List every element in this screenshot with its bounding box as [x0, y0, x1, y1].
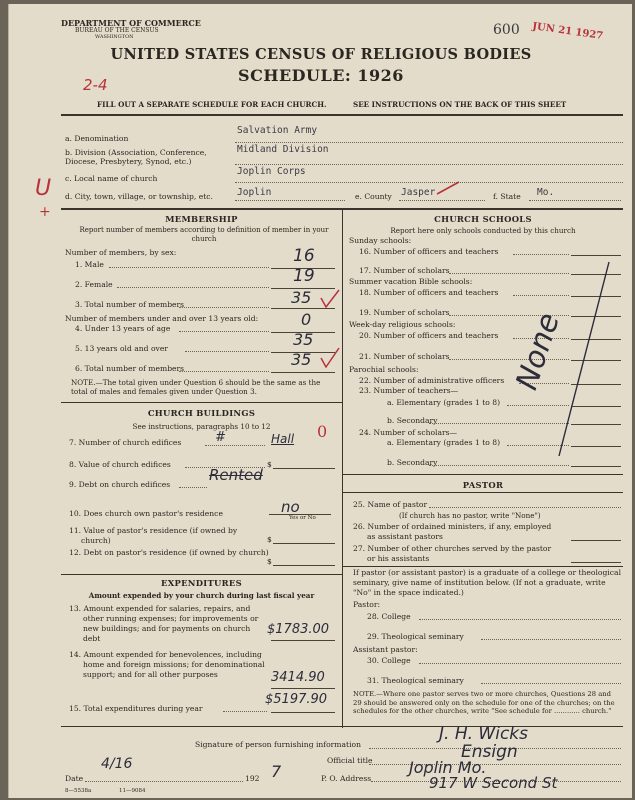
q13-running-expenses-label: 13. Amount expended for salaries, repairs, and other running expenses; for improvements or new buildings; and for payments on church debt — [69, 604, 259, 643]
county-check-icon — [435, 180, 461, 198]
q8-value-label: 8. Value of church edifices — [69, 460, 171, 469]
q5-dots — [185, 351, 269, 352]
q24-label: 24. Number of scholars— — [359, 428, 458, 437]
buildings-title: CHURCH BUILDINGS — [147, 408, 256, 418]
q1-dots — [109, 267, 269, 268]
official-title-line — [369, 764, 621, 765]
received-date-stamp: JUN 21 1927 — [531, 21, 604, 42]
official-title-label: Official title — [327, 756, 373, 765]
q24b-label: b. Secondary — [387, 458, 438, 467]
q15-answer-line — [271, 712, 335, 713]
q7-edifices-value: Hall — [271, 432, 295, 446]
instruction-left: FILL OUT A SEPARATE SCHEDULE FOR EACH CHURCH. — [97, 100, 327, 109]
membership-intro: Report number of members according to definition of member in your church — [79, 226, 329, 243]
year-value: 7 — [271, 762, 282, 781]
q24b-answer-line — [571, 466, 621, 467]
buildings-intro: See instructions, paragraphs 10 to 12 — [132, 422, 271, 431]
q8-value: $ — [267, 460, 272, 469]
form-number-2: 11—9084 — [119, 788, 146, 794]
department-name: DEPARTMENT OF COMMERCE — [61, 18, 201, 28]
q12-answer-line — [273, 565, 335, 566]
q28-label: 28. College — [367, 612, 411, 621]
q13-running-expenses-value: $1783.00 — [267, 622, 330, 637]
q6-answer-line — [271, 372, 335, 373]
church-name-line — [235, 182, 623, 183]
assistant-pastor-sublabel: Assistant pastor: — [353, 645, 418, 654]
q22-label: 22. Number of administrative officers — [359, 376, 505, 385]
q28-dots — [419, 619, 621, 620]
po-address-line1: Joplin Mo. — [409, 758, 487, 777]
schools-intro: Report here only schools conducted by this church — [390, 226, 576, 235]
expenditures-intro: Amount expended by your church during last fiscal year — [88, 591, 315, 600]
college-rule — [343, 566, 623, 567]
q14-benevolences-value: 3414.90 — [271, 670, 325, 685]
q21-label: 21. Number of scholars — [359, 352, 450, 361]
pastor-rule — [343, 474, 623, 475]
q24b-dots — [429, 465, 569, 466]
q29-label: 29. Theological seminary — [367, 632, 464, 641]
membership-by-age: Number of members under and over 13 years old: — [65, 314, 259, 323]
q26-label: 26. Number of ordained ministers, if any, employed as assistant pastors — [353, 522, 552, 541]
q12-value: $ — [267, 557, 272, 566]
state-label: f. State — [493, 192, 521, 201]
schedule-year: SCHEDULE: 1926 — [238, 66, 404, 85]
q25-label: 25. Name of pastor — [353, 500, 428, 509]
summer-schools-heading: Summer vacation Bible schools: — [349, 277, 473, 286]
q24a-label: a. Elementary (grades 1 to 8) — [387, 438, 501, 447]
q2-female-value: 19 — [293, 266, 315, 286]
parochial-schools-heading: Parochial schools: — [349, 365, 419, 374]
weekday-schools-heading: Week-day religious schools: — [349, 320, 456, 329]
pastor-title: PASTOR — [462, 480, 504, 490]
q16-dots — [513, 254, 569, 255]
q1-male-label: 1. Male — [75, 260, 104, 269]
q11-answer-line — [273, 543, 335, 544]
q3-check-icon — [319, 288, 341, 310]
membership-by-sex: Number of members, by sex: — [65, 248, 177, 257]
county-line — [399, 200, 485, 201]
date-value: 4/16 — [101, 756, 133, 772]
q23b-label: b. Secondary — [387, 416, 438, 425]
city-label: d. City, town, village, or township, etc. — [65, 192, 213, 201]
county-label: e. County — [355, 192, 392, 201]
q6-total-value: 35 — [291, 350, 312, 369]
margin-code-mark: 2-4 — [83, 76, 108, 94]
instruction-right: SEE INSTRUCTIONS ON THE BACK OF THIS SHEET — [353, 100, 567, 109]
division-line — [235, 164, 623, 165]
q4-dots — [179, 331, 269, 332]
denomination-label: a. Denomination — [65, 134, 129, 143]
membership-note: NOTE.—The total given under Question 6 should be the same as the total of males and females given under Question 3. — [71, 378, 321, 396]
q5-over13-label: 5. 13 years old and over — [75, 344, 168, 353]
schedule-number: 600 — [493, 22, 520, 38]
q14-answer-line — [271, 688, 335, 689]
q25-hint: (If church has no pastor, write "None") — [399, 511, 541, 520]
q7-red-mark: 0 — [317, 422, 328, 441]
q14-benevolences-label: 14. Amount expended for benevolences, including home and foreign missions; for denominational support; and for all other purposes — [69, 650, 265, 679]
q15-total-label: 15. Total expenditures during year — [69, 704, 203, 713]
buildings-rule — [61, 402, 342, 403]
grid-divider-vertical — [342, 208, 343, 728]
city-value: Joplin — [237, 187, 272, 198]
q27-answer-line — [571, 562, 621, 563]
q29-dots — [481, 639, 621, 640]
form-number: 8—5538a — [65, 788, 92, 794]
division-label: b. Division (Association, Conference, Diocese, Presbytery, Synod, etc.) — [65, 148, 207, 166]
q13-answer-line — [271, 640, 335, 641]
q10-residence-value: no — [281, 498, 300, 516]
church-name-label: c. Local name of church — [65, 174, 158, 183]
college-note: If pastor (or assistant pastor) is a graduate of a college or theological seminary, give name of institution below. (If not a graduate, write "No" in the space indicated.) — [353, 568, 621, 597]
q7-edifices-label: 7. Number of church edifices — [69, 438, 182, 447]
po-address-label: P. O. Address — [321, 774, 372, 783]
q9-debt-label: 9. Debt on church edifices — [69, 480, 171, 489]
q25-dots — [429, 507, 621, 508]
q30-dots — [419, 663, 621, 664]
q20-label: 20. Number of officers and teachers — [359, 331, 499, 340]
margin-u-mark: U — [35, 176, 52, 201]
header-rule — [61, 114, 623, 116]
pastor-note: NOTE.—Where one pastor serves two or more churches, Questions 28 and 29 should be answered only on the schedule for one of the churches; on the schedules for the other churches, write "See schedule for ............ church." — [353, 690, 615, 715]
q3-dots — [179, 307, 269, 308]
q4-under13-label: 4. Under 13 years of age — [75, 324, 171, 333]
form-title: UNITED STATES CENSUS OF RELIGIOUS BODIES — [110, 46, 532, 63]
q15-total-value: $5197.90 — [265, 692, 328, 707]
expenditures-title: EXPENDITURES — [161, 578, 242, 588]
q16-label: 16. Number of officers and teachers — [359, 247, 499, 256]
membership-title: MEMBERSHIP — [165, 214, 238, 224]
q19-label: 19. Number of scholars — [359, 308, 450, 317]
q16-answer-line — [571, 255, 621, 256]
q11-residence-value-label: 11. Value of pastor's residence (if owned by church) — [69, 526, 238, 545]
q6-dots — [179, 371, 269, 372]
census-schedule-sheet — [8, 4, 632, 798]
date-line — [85, 781, 243, 782]
q17-label: 17. Number of scholars — [359, 266, 450, 275]
q23-label: 23. Number of teachers— — [359, 386, 459, 395]
year-prefix: 192 — [245, 774, 260, 783]
q3-total-value: 35 — [291, 288, 312, 307]
q27-label: 27. Number of other churches served by the pastor or his assistants — [353, 544, 552, 563]
county-value: Jasper — [401, 187, 436, 198]
state-line — [529, 200, 621, 201]
sunday-schools-heading: Sunday schools: — [349, 236, 412, 245]
date-label: Date — [65, 774, 84, 783]
q2-dots — [117, 287, 269, 288]
q12-residence-debt-label: 12. Debt on pastor's residence (if owned by church) — [69, 548, 269, 557]
bureau-city: WASHINGTON — [95, 34, 134, 40]
q3-total-label: 3. Total number of members — [75, 300, 185, 309]
q1-male-value: 16 — [293, 246, 315, 266]
denomination-line — [235, 142, 623, 143]
city-line — [235, 200, 345, 201]
q7-strike-icon: # — [215, 430, 226, 445]
po-address-line2: 917 W Second St — [429, 774, 558, 792]
q3-answer-line — [271, 308, 335, 309]
q31-dots — [481, 683, 621, 684]
state-value: Mo. — [537, 187, 555, 198]
q11-value: $ — [267, 535, 272, 544]
q18-label: 18. Number of officers and teachers — [359, 288, 499, 297]
expenditures-rule — [61, 574, 342, 575]
signature-label: Signature of person furnishing information — [195, 740, 361, 749]
official-title-value: Ensign — [461, 742, 518, 762]
q15-dots — [223, 711, 267, 712]
church-name-value: Joplin Corps — [237, 166, 306, 177]
q6-total-label: 6. Total number of members — [75, 364, 185, 373]
q9-debt-value: Rented — [209, 466, 263, 484]
q5-over13-value: 35 — [293, 330, 314, 349]
q6-check-icon — [319, 346, 341, 370]
margin-plus-icon: + — [39, 204, 51, 220]
q30-label: 30. College — [367, 656, 411, 665]
q2-female-label: 2. Female — [75, 280, 113, 289]
q4-under13-value: 0 — [301, 310, 312, 329]
q23a-label: a. Elementary (grades 1 to 8) — [387, 398, 501, 407]
q31-label: 31. Theological seminary — [367, 676, 464, 685]
q8-answer-line — [273, 468, 335, 469]
pastor-title-rule — [343, 492, 623, 493]
schools-title: CHURCH SCHOOLS — [434, 214, 532, 224]
q9-dots — [179, 487, 207, 488]
q26-answer-line — [571, 540, 621, 541]
q7-dots — [205, 445, 265, 446]
grid-rule-bottom — [61, 726, 623, 727]
q10-residence-label: 10. Does church own pastor's residence — [69, 509, 223, 518]
schools-none-value: None — [509, 308, 567, 395]
q10-hint: Yes or No — [289, 515, 316, 521]
bureau-name: BUREAU OF THE CENSUS — [75, 27, 159, 34]
denomination-value: Salvation Army — [237, 125, 318, 136]
division-value: Midland Division — [237, 144, 329, 155]
pastor-sublabel: Pastor: — [353, 600, 381, 609]
signature-value: J. H. Wicks — [439, 724, 528, 744]
